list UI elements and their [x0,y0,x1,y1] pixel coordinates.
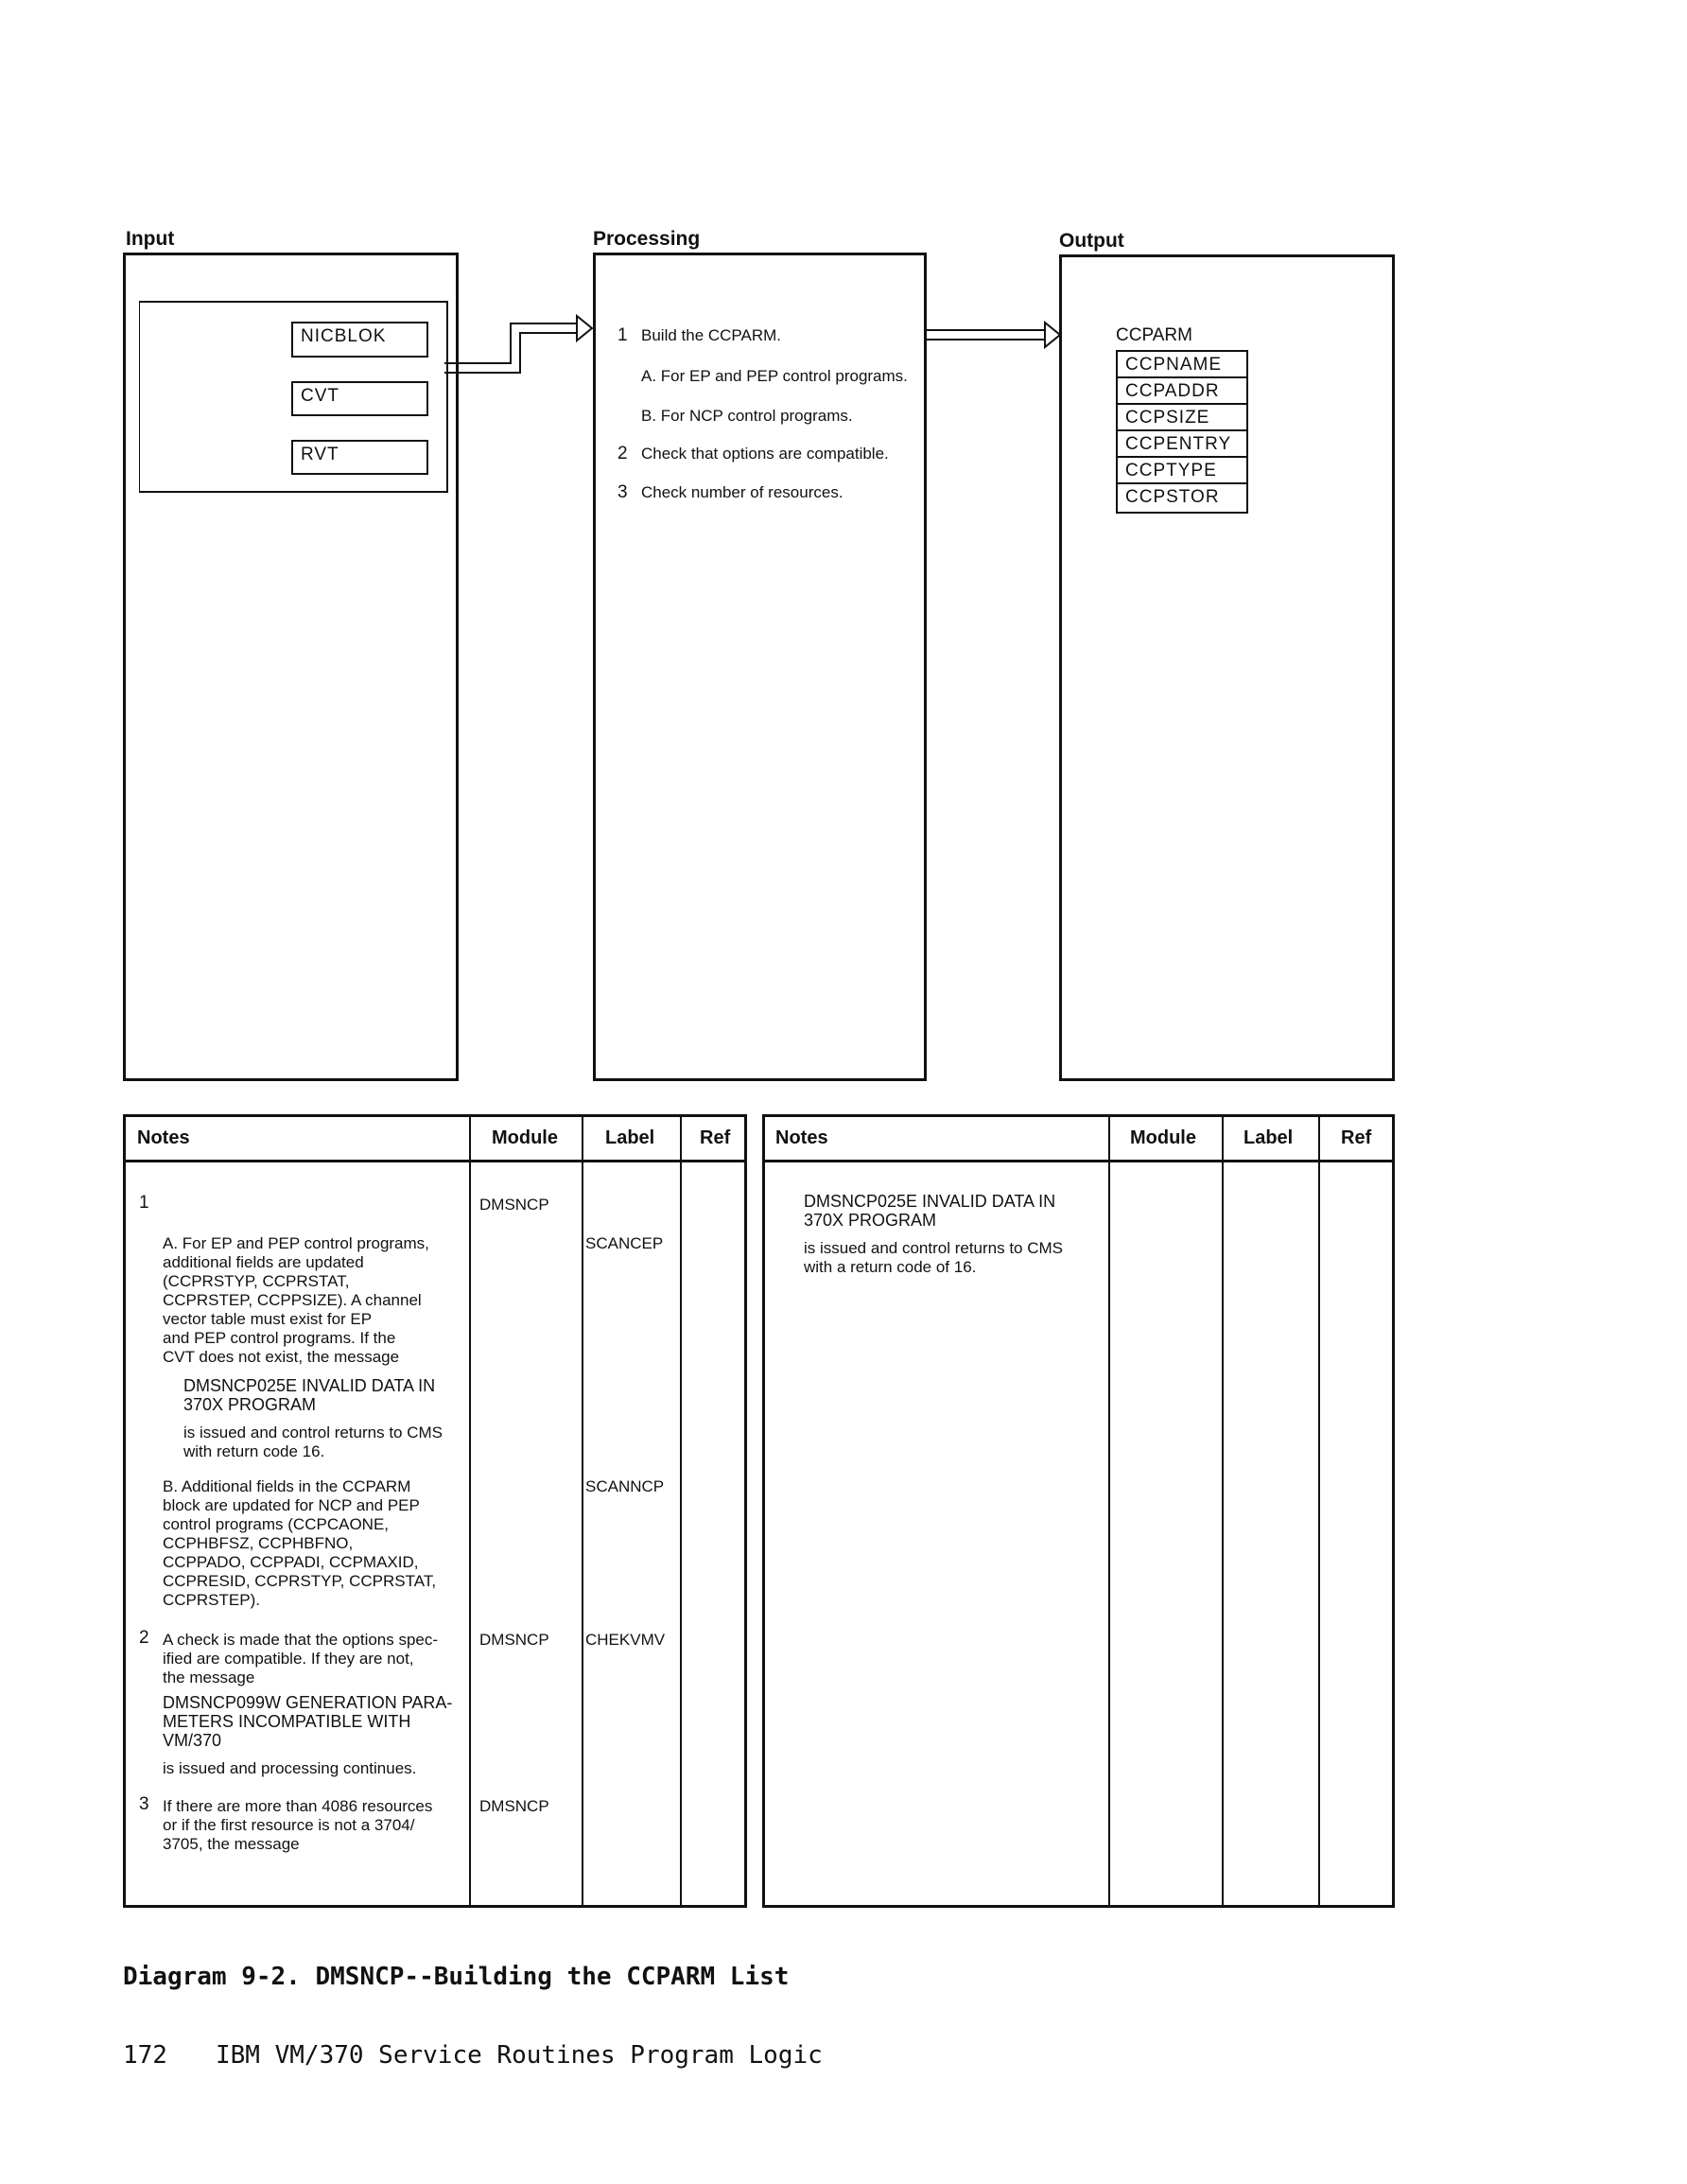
input-field-cvt: CVT [291,381,428,416]
notes-right-header-rule [762,1160,1395,1162]
note-2-text: A check is made that the options spec- ified are compatible. If they are not, the message [163,1631,439,1686]
notes-left-col-rule-2 [582,1114,583,1908]
notes-right-col-rule-1 [1108,1114,1110,1908]
output-field-ccpaddr: CCPADDR [1116,376,1248,405]
notes-left-header-ref: Ref [700,1127,731,1148]
output-field-ccptype: CCPTYPE [1116,456,1248,484]
note-1a-end: is issued and control returns to CMS with return code 16. [183,1424,443,1460]
input-to-processing-arrow [444,312,596,388]
notes-left-header-label: Label [605,1127,655,1148]
output-field-ccpstor: CCPSTOR [1116,482,1248,514]
notes-right-header-ref: Ref [1341,1127,1372,1148]
notes-left-header-module: Module [492,1127,558,1148]
note-1b-text: B. Additional fields in the CCPARM block are updated for NCP and PEP control programs (CCPCAONE, CCPHBFSZ, CCPHBFNO, CCPPADO, CCPPADI, CCPMAXID, CCPRESID, CCPRSTYP, CCPRSTAT, CCPRSTEP). [163,1477,437,1609]
input-field-rvt: RVT [291,440,428,475]
output-field-ccpentry: CCPENTRY [1116,429,1248,458]
note-1-number: 1 [139,1193,149,1213]
note-1a-text: A. For EP and PEP control programs, additional fields are updated (CCPRSTYP, CCPRSTAT, CCPRSTEP, CCPPSIZE). A channel vector table must exist for EP and PEP control programs. If the CVT does not exist, the message [163,1234,429,1366]
page-number: 172 [123,2041,167,2070]
notes-right-message: DMSNCP025E INVALID DATA IN 370X PROGRAM [804,1192,1056,1230]
processing-title: Processing [593,228,701,250]
note-2-label: CHEKVMV [585,1631,666,1649]
processing-to-output-arrow [913,319,1064,357]
output-title: Output [1059,230,1124,252]
notes-right-header-module: Module [1130,1127,1196,1148]
note-3-text: If there are more than 4086 resources or if the first resource is not a 3704/ 3705, the message [163,1797,433,1853]
input-title: Input [126,228,175,250]
notes-left-col-rule-1 [469,1114,471,1908]
notes-left-col-rule-3 [680,1114,682,1908]
footer-title: IBM VM/370 Service Routines Program Logic [216,2041,823,2070]
diagram-caption: Diagram 9-2. DMSNCP--Building the CCPARM List [123,1963,790,1991]
notes-right-col-rule-3 [1318,1114,1320,1908]
notes-left-header-notes: Notes [137,1127,190,1148]
notes-right-text: is issued and control returns to CMS with a return code of 16. [804,1239,1064,1276]
note-1-module: DMSNCP [479,1196,549,1214]
output-list-title: CCPARM [1116,325,1192,345]
note-1a-label: SCANCEP [585,1234,664,1252]
notes-left-header-rule [123,1160,747,1162]
note-1b-label: SCANNCP [585,1477,665,1495]
output-field-ccpsize: CCPSIZE [1116,403,1248,431]
note-1a-message: DMSNCP025E INVALID DATA IN 370X PROGRAM [183,1376,436,1414]
note-3-number: 3 [139,1794,149,1814]
notes-right-header-notes: Notes [775,1127,828,1148]
notes-right-col-rule-2 [1222,1114,1224,1908]
note-2-end: is issued and processing continues. [163,1759,417,1777]
note-3-module: DMSNCP [479,1797,549,1815]
note-2-module: DMSNCP [479,1631,549,1649]
notes-right-header-label: Label [1244,1127,1294,1148]
note-2-number: 2 [139,1628,149,1648]
input-field-nicblok: NICBLOK [291,322,428,358]
note-2-message: DMSNCP099W GENERATION PARA- METERS INCOMPATIBLE WITH VM/370 [163,1693,453,1750]
notes-table-right [762,1114,1395,1908]
output-field-ccpname: CCPNAME [1116,350,1248,378]
